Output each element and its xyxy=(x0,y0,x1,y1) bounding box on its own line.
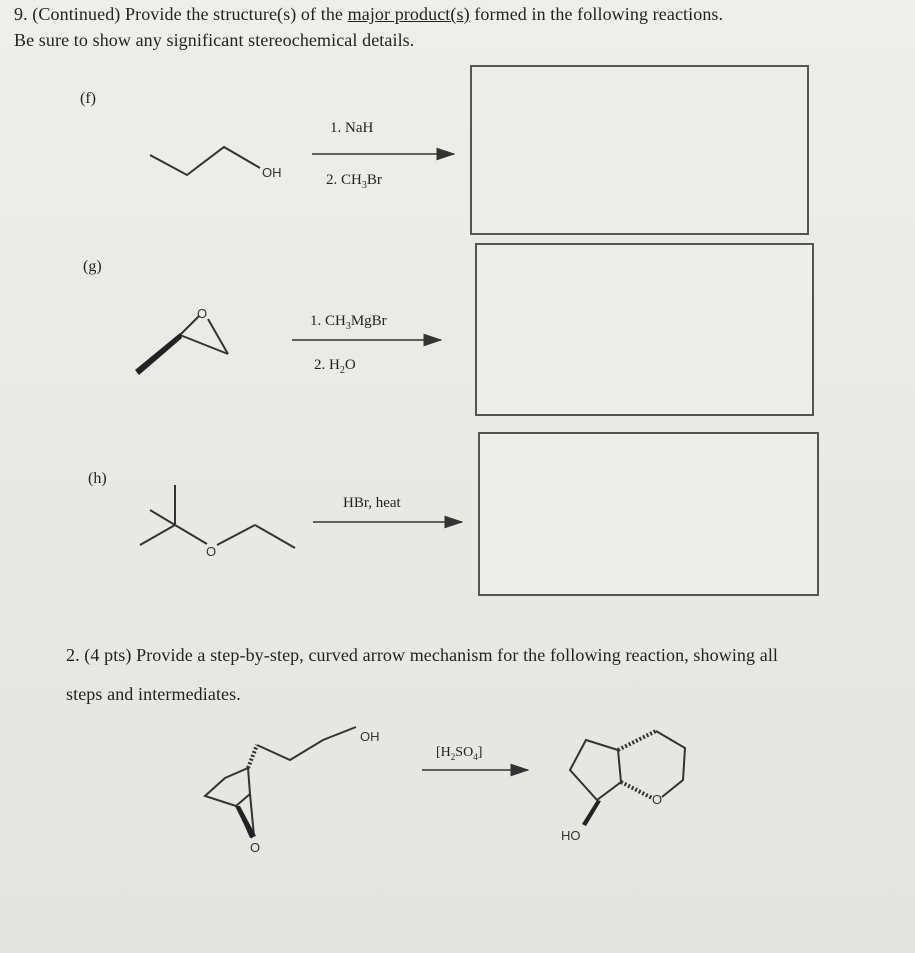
question2-line2: steps and intermediates. xyxy=(66,684,241,704)
question9-line2: Be sure to show any significant stereochemical details. xyxy=(14,30,415,50)
part-f-label: (f) xyxy=(80,90,96,107)
q2-reagent-sub2: 4 xyxy=(473,751,478,762)
part-g-reagent1-pre: 1. CH xyxy=(310,313,346,329)
question9-line1-post: formed in the following reactions. xyxy=(469,4,724,24)
question9-line1-pre: 9. (Continued) Provide the structure(s) of the xyxy=(14,4,348,24)
part-f-reagent2-pre: 2. CH xyxy=(326,172,362,188)
part-f-oh-label: OH xyxy=(262,165,282,180)
part-g-o-label: O xyxy=(197,306,208,321)
part-h-o-label: O xyxy=(206,544,217,559)
question9-underlined: major product(s) xyxy=(347,4,470,24)
q2-product-wedge xyxy=(582,800,601,826)
q2-product-ho-label: HO xyxy=(561,828,581,843)
q2-reagent-mid: SO xyxy=(455,745,474,760)
part-f-reactant xyxy=(150,147,260,175)
q2-reactant-oh-label: OH xyxy=(360,729,380,744)
part-g-reagent2-post: O xyxy=(344,357,356,373)
question2-line1: 2. (4 pts) Provide a step-by-step, curved arrow mechanism for the following reaction, showing all xyxy=(66,645,779,665)
part-h-label: (h) xyxy=(88,470,107,487)
part-f-reagent2-sub: 3 xyxy=(361,180,367,191)
part-h-reactant xyxy=(140,485,295,548)
q2-product xyxy=(570,731,685,800)
q2-reagent xyxy=(436,745,482,762)
q2-reactant-o-label: O xyxy=(250,840,261,855)
part-g-reagent1-sub: 3 xyxy=(345,321,351,332)
part-g-reagent1-post: MgBr xyxy=(350,313,387,329)
part-f-reagent1: 1. NaH xyxy=(330,120,374,136)
part-g-reactant xyxy=(135,316,228,375)
q2-reactant xyxy=(205,727,356,838)
q2-product-o-label: O xyxy=(652,792,663,807)
part-f-reagent2-post: Br xyxy=(366,172,382,188)
part-h-reagent: HBr, heat xyxy=(343,495,401,511)
part-g-reagent2-sub: 2 xyxy=(339,365,345,376)
q2-reagent-sub1: 2 xyxy=(450,751,456,762)
part-g-reagent2-pre: 2. H xyxy=(314,357,340,373)
q2-reagent-post: ] xyxy=(477,745,483,760)
q2-reagent-pre: [H xyxy=(436,745,451,760)
part-g-label: (g) xyxy=(83,258,102,275)
